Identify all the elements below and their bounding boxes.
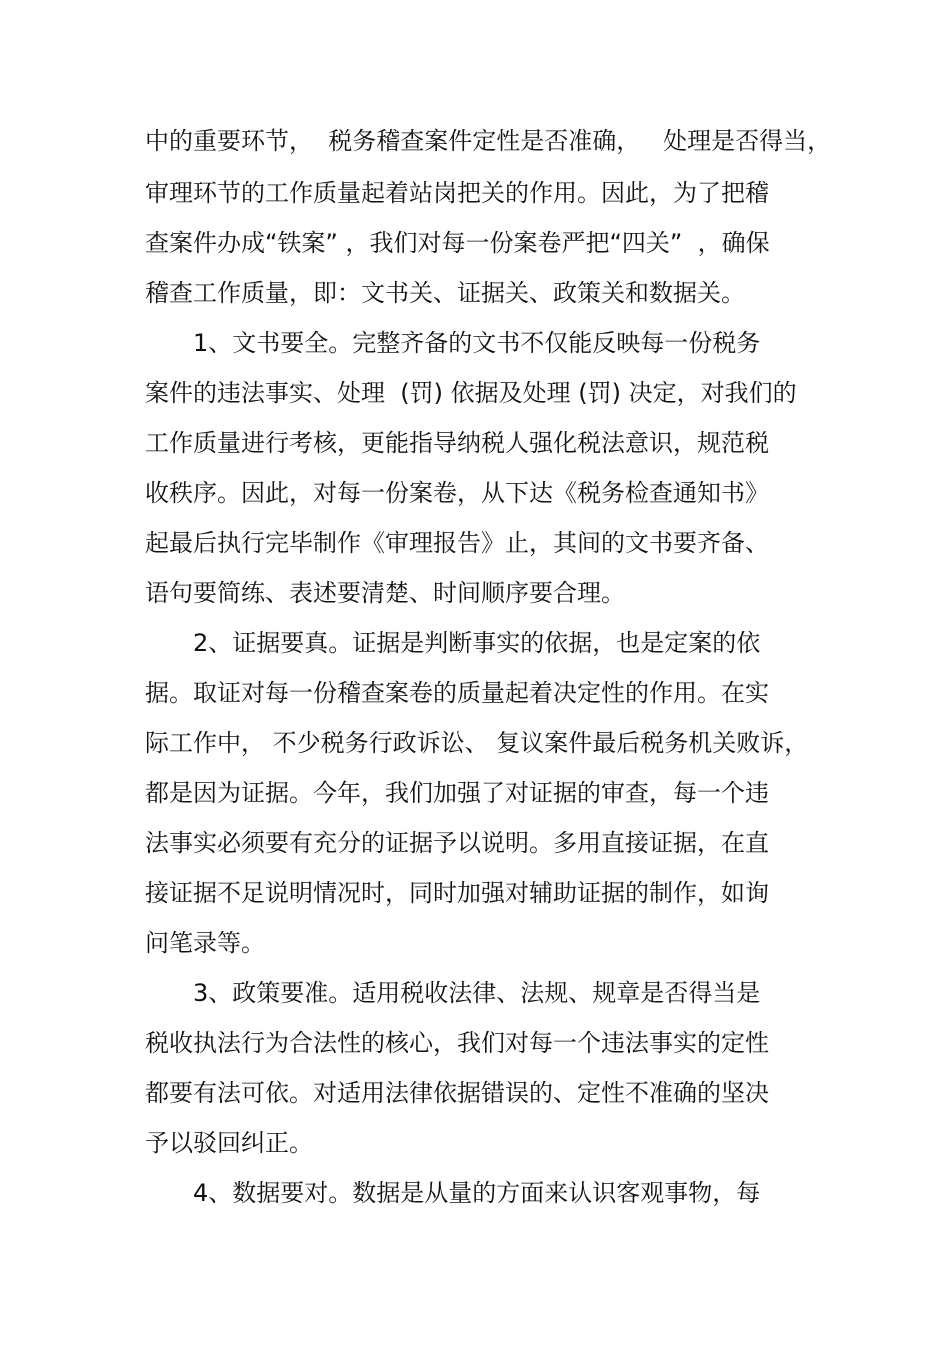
text-line: 稽查工作质量，即：文书关、证据关、政策关和数据关。	[145, 279, 745, 307]
text-line: 法事实必须要有充分的证据予以说明。多用直接证据，在直	[145, 829, 769, 857]
text-line: 起最后执行完毕制作《审理报告》止，其间的文书要齐备、	[145, 529, 769, 557]
text-line: 工作质量进行考核，更能指导纳税人强化税法意识，规范税	[145, 429, 769, 457]
text-line: 都要有法可依。对适用法律依据错误的、定性不准确的坚决	[145, 1079, 769, 1107]
text-line: 接证据不足说明情况时，同时加强对辅助证据的制作，如询	[145, 879, 769, 907]
text-line: 审理环节的工作质量起着站岗把关的作用。因此，为了把稽	[145, 179, 769, 207]
paragraph-heading-4: 4、数据要对。数据是从量的方面来认识客观事物，每	[193, 1179, 761, 1207]
text-line: 税收执法行为合法性的核心，我们对每一个违法事实的定性	[145, 1029, 769, 1057]
text-line: 查案件办成“铁案” ，我们对每一份案卷严把“四关” ，确保	[145, 229, 770, 257]
text-line: 语句要简练、表述要清楚、时间顺序要合理。	[145, 579, 625, 607]
paragraph-heading-2: 2、证据要真。证据是判断事实的依据，也是定案的依	[193, 629, 761, 657]
text-line: 案件的违法事实、处理 (罚) 依据及处理 (罚) 决定，对我们的	[145, 379, 797, 407]
text-line: 予以驳回纠正。	[145, 1129, 313, 1157]
text-line: 收秩序。因此，对每一份案卷，从下达《税务检查通知书》	[145, 479, 769, 507]
paragraph-heading-1: 1、文书要全。完整齐备的文书不仅能反映每一份税务	[193, 329, 761, 357]
paragraph-heading-3: 3、政策要准。适用税收法律、法规、规章是否得当是	[193, 979, 761, 1007]
text-line: 都是因为证据。今年，我们加强了对证据的审查，每一个违	[145, 779, 769, 807]
text-line: 据。取证对每一份稽查案卷的质量起着决定性的作用。在实	[145, 679, 769, 707]
text-line: 问笔录等。	[145, 929, 265, 957]
text-line: 中的重要环节， 税务稽查案件定性是否准确， 处理是否得当，	[145, 127, 832, 155]
text-line: 际工作中， 不少税务行政诉讼、 复议案件最后税务机关败诉，	[145, 729, 809, 757]
